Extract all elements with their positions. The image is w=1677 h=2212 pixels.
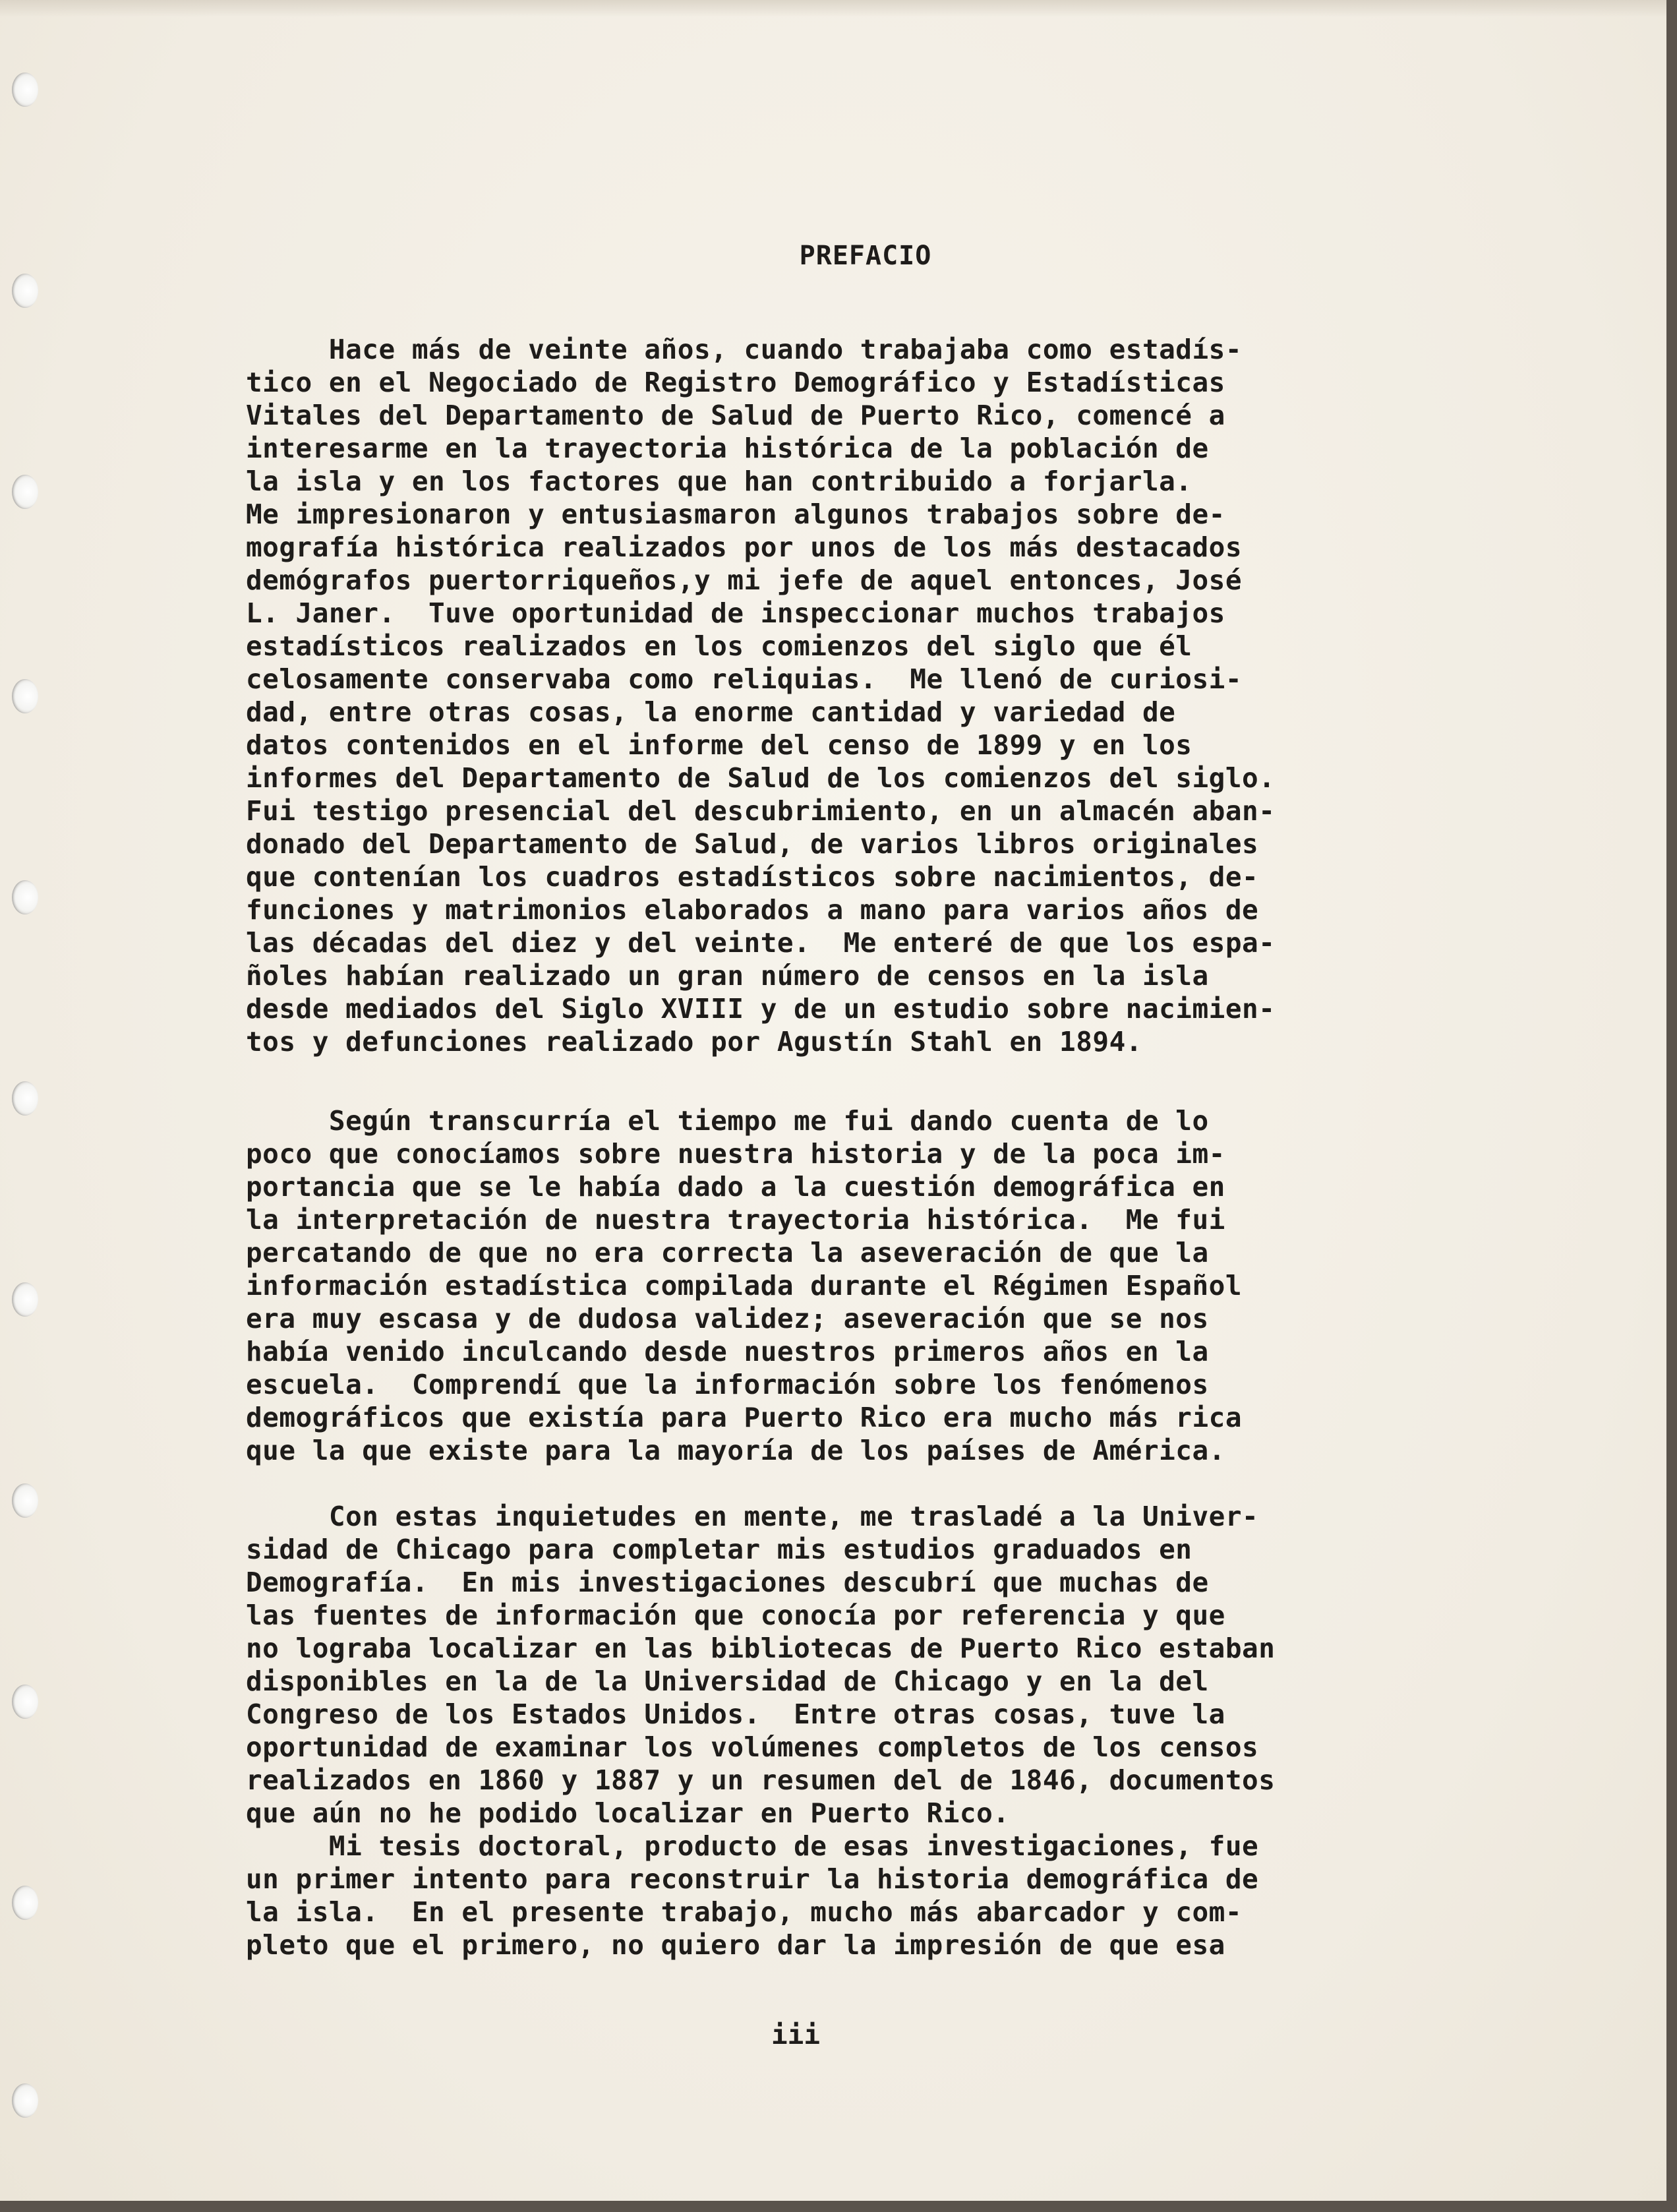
text-line: interesarme en la trayectoria histórica de la población de: [246, 433, 1209, 464]
text-line: mografía histórica realizados por unos de los más destacados: [246, 531, 1243, 563]
binder-hole: [12, 1886, 38, 1920]
binder-hole: [12, 1282, 38, 1317]
binder-hole: [12, 475, 38, 509]
text-line: Según transcurría el tiempo me fui dando cuenta de lo: [246, 1105, 1209, 1137]
binder-hole: [12, 2083, 38, 2118]
text-line: las décadas del diez y del veinte. Me enteré de que los espa-: [246, 927, 1276, 959]
text-line: Fui testigo presencial del descubrimiento, en un almacén aban-: [246, 795, 1276, 827]
binder-hole: [12, 1685, 38, 1719]
binder-hole: [12, 679, 38, 713]
binder-hole: [12, 1483, 38, 1518]
text-line: pleto que el primero, no quiero dar la impresión de que esa: [246, 1929, 1225, 1961]
text-line: información estadística compilada durante el Régimen Español: [246, 1270, 1243, 1301]
paragraph: [246, 1104, 1242, 1467]
text-line: estadísticos realizados en los comienzos del siglo que él: [246, 630, 1192, 662]
text-line: sidad de Chicago para completar mis estudios graduados en: [246, 1534, 1192, 1565]
text-line: demógrafos puertorriqueños,y mi jefe de aquel entonces, José: [246, 564, 1243, 596]
text-line: informes del Departamento de Salud de los comienzos del siglo.: [246, 762, 1276, 794]
binder-hole: [12, 880, 38, 914]
text-line: realizados en 1860 y 1887 y un resumen del de 1846, documentos: [246, 1764, 1276, 1796]
text-line: datos contenidos en el informe del censo de 1899 y en los: [246, 729, 1192, 761]
text-line: disponibles en la de la Universidad de Chicago y en la del: [246, 1665, 1209, 1697]
text-line: oportunidad de examinar los volúmenes completos de los censos: [246, 1731, 1259, 1763]
text-line: no lograba localizar en las bibliotecas de Puerto Rico estaban: [246, 1632, 1276, 1664]
text-line: Demografía. En mis investigaciones descubrí que muchas de: [246, 1567, 1209, 1598]
page-top-edge: [0, 0, 1666, 17]
paragraph: [246, 1830, 1258, 1961]
text-line: un primer intento para reconstruir la historia demográfica de: [246, 1863, 1259, 1895]
page-title: PREFACIO: [799, 241, 932, 271]
text-line: percatando de que no era correcta la aseveración de que la: [246, 1237, 1209, 1269]
text-line: donado del Departamento de Salud, de varios libros originales: [246, 828, 1259, 860]
binder-hole: [12, 274, 38, 308]
text-line: demográficos que existía para Puerto Rico era mucho más rica: [246, 1402, 1243, 1433]
text-line: Me impresionaron y entusiasmaron algunos trabajos sobre de-: [246, 498, 1225, 530]
text-line: funciones y matrimonios elaborados a mano para varios años de: [246, 894, 1259, 926]
text-line: tico en el Negociado de Registro Demográfico y Estadísticas: [246, 367, 1225, 398]
text-line: Hace más de veinte años, cuando trabajaba como estadís-: [246, 334, 1243, 365]
text-line: que la que existe para la mayoría de los países de América.: [246, 1435, 1225, 1466]
text-line: que contenían los cuadros estadísticos sobre nacimientos, de-: [246, 861, 1259, 893]
text-line: la interpretación de nuestra trayectoria histórica. Me fui: [246, 1204, 1225, 1236]
text-line: que aún no he podido localizar en Puerto Rico.: [246, 1797, 1010, 1829]
text-line: la isla. En el presente trabajo, mucho más abarcador y com-: [246, 1896, 1243, 1928]
text-line: las fuentes de información que conocía por referencia y que: [246, 1599, 1225, 1631]
text-line: había venido inculcando desde nuestros primeros años en la: [246, 1336, 1209, 1367]
text-line: Mi tesis doctoral, producto de esas investigaciones, fue: [246, 1830, 1259, 1862]
binder-hole: [12, 1081, 38, 1116]
text-line: Congreso de los Estados Unidos. Entre otras cosas, tuve la: [246, 1698, 1225, 1730]
text-line: Vitales del Departamento de Salud de Puerto Rico, comencé a: [246, 400, 1225, 431]
binder-hole: [12, 73, 38, 107]
text-line: era muy escasa y de dudosa validez; aseveración que se nos: [246, 1303, 1209, 1334]
text-line: Con estas inquietudes en mente, me trasladé a la Univer-: [246, 1501, 1259, 1532]
text-line: poco que conocíamos sobre nuestra historia y de la poca im-: [246, 1138, 1225, 1170]
text-line: celosamente conservaba como reliquias. Me llenó de curiosi-: [246, 663, 1243, 695]
text-line: tos y defunciones realizado por Agustín Stahl en 1894.: [246, 1026, 1142, 1058]
text-line: la isla y en los factores que han contribuido a forjarla.: [246, 465, 1192, 497]
paragraph: [246, 333, 1275, 1058]
text-line: portancia que se le había dado a la cuestión demográfica en: [246, 1171, 1225, 1203]
text-line: L. Janer. Tuve oportunidad de inspeccionar muchos trabajos: [246, 597, 1225, 629]
text-line: desde mediados del Siglo XVIII y de un estudio sobre nacimien-: [246, 993, 1276, 1025]
page-number: iii: [771, 2019, 821, 2050]
text-line: dad, entre otras cosas, la enorme cantidad y variedad de: [246, 696, 1176, 728]
text-line: escuela. Comprendí que la información sobre los fenómenos: [246, 1369, 1209, 1400]
text-line: ñoles habían realizado un gran número de censos en la isla: [246, 960, 1209, 992]
paragraph: [246, 1500, 1275, 1830]
